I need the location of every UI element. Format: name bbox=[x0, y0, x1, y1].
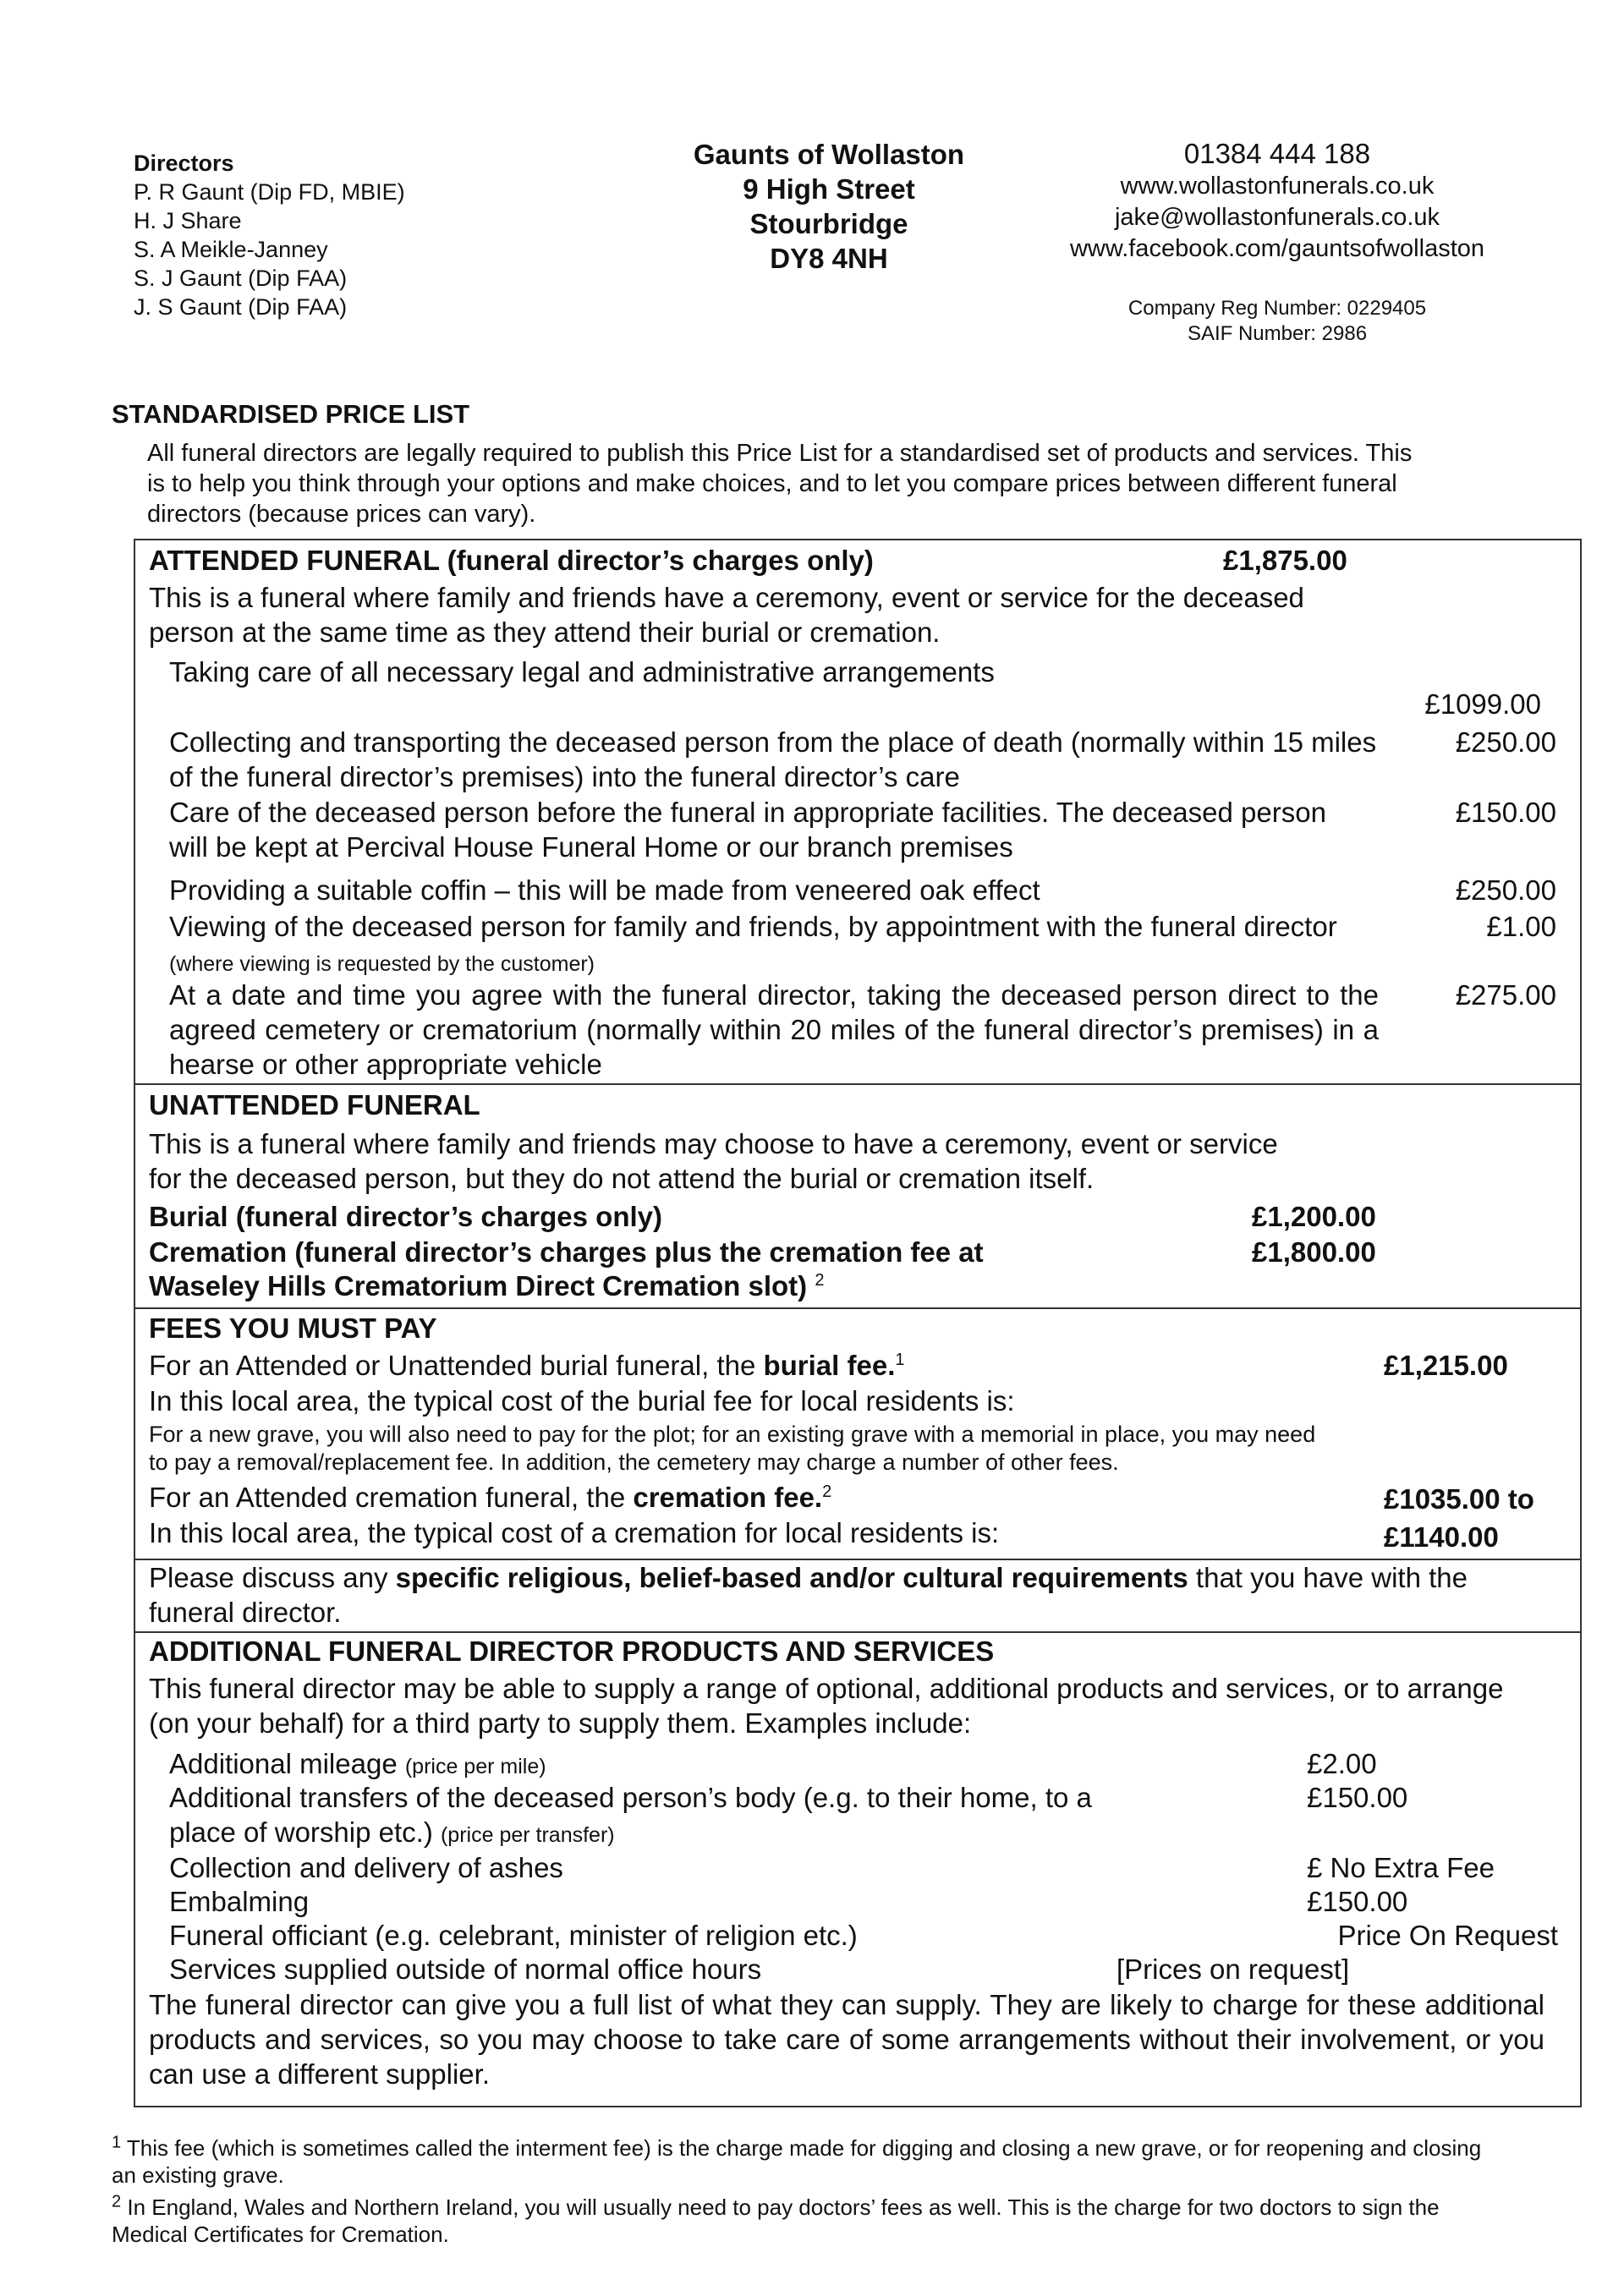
attended-item-price: £250.00 bbox=[1455, 726, 1556, 758]
attended-item-text: Taking care of all necessary legal and administrative arrangements bbox=[169, 656, 995, 688]
cremation-fee-line bbox=[149, 1480, 831, 1515]
burial-fee-bold: burial fee. bbox=[763, 1350, 896, 1381]
burial-label: Burial (funeral director’s charges only) bbox=[149, 1201, 662, 1232]
attended-item-price: £250.00 bbox=[1455, 874, 1556, 906]
additional-heading: ADDITIONAL FUNERAL DIRECTOR PRODUCTS AND SERVICES bbox=[149, 1636, 995, 1667]
additional-item-price: Price On Request bbox=[1337, 1920, 1558, 1951]
additional-item-price: £150.00 bbox=[1307, 1782, 1408, 1813]
cremation-fee-prefix: For an Attended cremation funeral, the bbox=[149, 1482, 634, 1513]
saif-number: SAIF Number: 2986 bbox=[1187, 322, 1368, 345]
additional-item-price: £2.00 bbox=[1307, 1748, 1377, 1779]
additional-item: Embalming bbox=[169, 1886, 310, 1917]
footnote bbox=[112, 2134, 1507, 2189]
address-line: DY8 4NH bbox=[770, 243, 888, 274]
cremation-label: Cremation (funeral director’s charges plus the cremation fee at bbox=[149, 1236, 984, 1268]
address-line: Stourbridge bbox=[749, 208, 908, 239]
address-line: 9 High Street bbox=[743, 173, 915, 205]
religious-suffix: that you have with the funeral director. bbox=[149, 1562, 1468, 1628]
fees-heading: FEES YOU MUST PAY bbox=[149, 1312, 437, 1344]
registration-block bbox=[1007, 296, 1548, 347]
cremation-fee-price-upper: £1140.00 bbox=[1384, 1521, 1499, 1553]
divider bbox=[134, 1083, 1582, 1085]
attended-price: £1,875.00 bbox=[1223, 545, 1347, 576]
cremation-price: £1,800.00 bbox=[1252, 1236, 1376, 1268]
footnote-ref: 1 bbox=[895, 1351, 905, 1369]
page-title: STANDARDISED PRICE LIST bbox=[112, 399, 470, 429]
cremation-label-line2: Waseley Hills Crematorium Direct Cremation slot) bbox=[149, 1270, 808, 1301]
burial-fee-line bbox=[149, 1348, 905, 1383]
directors-block bbox=[134, 149, 557, 321]
footnote-ref: 2 bbox=[822, 1482, 832, 1501]
company-reg: Company Reg Number: 0229405 bbox=[1127, 297, 1427, 320]
cremation-label-cont bbox=[149, 1269, 824, 1303]
director-name: S. A Meikle-Janney bbox=[134, 237, 328, 262]
religious-bold: specific religious, belief-based and/or cultural requirements bbox=[395, 1562, 1188, 1593]
cremation-fee-bold: cremation fee. bbox=[633, 1482, 823, 1513]
attended-item-text: Care of the deceased person before the funeral in appropriate facilities. The deceased person will be kept at Percival House Funeral Home or our branch premises bbox=[169, 797, 1326, 863]
email-link[interactable]: jake@wollastonfunerals.co.uk bbox=[1114, 204, 1440, 231]
additional-intro: This funeral director may be able to supply a range of optional, additional products and services, or to arrange (on your behalf) for a third party to supply them. Examples include: bbox=[149, 1673, 1504, 1739]
item-note: (where viewing is requested by the customer) bbox=[169, 952, 595, 976]
director-name: P. R Gaunt (Dip FD, MBIE) bbox=[134, 179, 405, 205]
religious-note bbox=[149, 1560, 1468, 1630]
director-name: S. J Gaunt (Dip FAA) bbox=[134, 266, 348, 291]
website-link[interactable]: www.wollastonfunerals.co.uk bbox=[1120, 173, 1435, 200]
cremation-fee-price: £1035.00 to bbox=[1384, 1483, 1534, 1515]
business-address bbox=[626, 137, 1032, 276]
attended-description: This is a funeral where family and friends have a ceremony, event or service for the deceased person at the same time as they attend their burial or cremation. bbox=[149, 582, 1304, 648]
additional-item bbox=[169, 1780, 1150, 1853]
director-name: J. S Gaunt (Dip FAA) bbox=[134, 294, 348, 320]
price-list-intro: All funeral directors are legally required to publish this Price List for a standardised set of products and services. This is to help you think through your options and make choices, and to let you compare prices between different funeral directors (because prices can vary). bbox=[147, 440, 1413, 528]
burial-fee-note: For a new grave, you will also need to pay for the plot; for an existing grave with a memorial in place, you may need to pay a removal/replacement fee. In addition, the cemetery may charge a number of other fees. bbox=[149, 1422, 1316, 1475]
item-note: (price per transfer) bbox=[440, 1823, 615, 1847]
footnote-mark: 1 bbox=[112, 2133, 122, 2152]
burial-fee-price: £1,215.00 bbox=[1384, 1350, 1508, 1381]
attended-item-price: £1.00 bbox=[1486, 911, 1556, 942]
additional-item: Collection and delivery of ashes bbox=[169, 1852, 563, 1883]
item-text: Viewing of the deceased person for family and friends, by appointment with the funeral director bbox=[169, 911, 1337, 942]
item-text: Additional mileage bbox=[169, 1748, 398, 1779]
divider bbox=[134, 1631, 1582, 1633]
additional-item: Funeral officiant (e.g. celebrant, minister of religion etc.) bbox=[169, 1920, 858, 1951]
religious-prefix: Please discuss any bbox=[149, 1562, 396, 1593]
burial-price: £1,200.00 bbox=[1252, 1201, 1376, 1232]
contact-block bbox=[1007, 137, 1548, 265]
item-text: Additional transfers of the deceased person’s body (e.g. to their home, to a place of worship etc.) bbox=[169, 1782, 1092, 1848]
phone-number: 01384 444 188 bbox=[1183, 138, 1371, 169]
footnote bbox=[112, 2194, 1507, 2248]
burial-fee-prefix: For an Attended or Unattended burial funeral, the bbox=[149, 1350, 764, 1381]
director-name: H. J Share bbox=[134, 208, 242, 233]
footnote-ref: 2 bbox=[815, 1271, 825, 1290]
unattended-description: This is a funeral where family and friends may choose to have a ceremony, event or service for the deceased person, but they do not attend the burial or cremation itself. bbox=[149, 1128, 1278, 1194]
footnote-text: This fee (which is sometimes called the interment fee) is the charge made for digging and closing a new grave, or for reopening and closing an existing grave. bbox=[112, 2135, 1482, 2188]
cremation-fee-typical: In this local area, the typical cost of a cremation for local residents is: bbox=[149, 1517, 1000, 1548]
footnote-mark: 2 bbox=[112, 2192, 122, 2211]
footnote-text: In England, Wales and Northern Ireland, you will usually need to pay doctors’ fees as well. This is the charge for two doctors to sign the Medical Certificates for Cremation. bbox=[112, 2195, 1440, 2247]
divider bbox=[134, 1307, 1582, 1309]
directors-title: Directors bbox=[134, 151, 234, 176]
additional-item bbox=[169, 1746, 546, 1784]
item-note: (price per mile) bbox=[404, 1755, 546, 1778]
business-name: Gaunts of Wollaston bbox=[693, 139, 965, 170]
attended-item-price: £275.00 bbox=[1455, 979, 1556, 1011]
attended-item-text: At a date and time you agree with the funeral director, taking the deceased person direct to the agreed cemetery or crematorium (normally within 20 miles of the funeral director’s premises) in a hearse or other appropriate vehicle bbox=[169, 979, 1379, 1080]
attended-item-text: Providing a suitable coffin – this will be made from veneered oak effect bbox=[169, 874, 1040, 906]
additional-item-price: £ No Extra Fee bbox=[1307, 1852, 1495, 1883]
additional-closing: The funeral director can give you a full list of what they can supply. They are likely to charge for these additional products and services, so you may choose to take care of some arrangements without their involvement, or you can use a different supplier. bbox=[149, 1989, 1544, 2090]
facebook-link[interactable]: www.facebook.com/gauntsofwollaston bbox=[1069, 235, 1485, 262]
attended-item-price: £150.00 bbox=[1455, 797, 1556, 828]
unattended-heading: UNATTENDED FUNERAL bbox=[149, 1089, 480, 1121]
additional-item-price: [Prices on request] bbox=[1116, 1954, 1350, 1985]
attended-item-text: Collecting and transporting the deceased person from the place of death (normally within 15 miles of the funeral director’s premises) into the funeral director’s care bbox=[169, 726, 1377, 792]
attended-item-text bbox=[169, 909, 1370, 982]
additional-item: Services supplied outside of normal office hours bbox=[169, 1954, 762, 1985]
additional-item-price: £150.00 bbox=[1307, 1886, 1408, 1917]
attended-heading: ATTENDED FUNERAL (funeral director’s charges only) bbox=[149, 545, 874, 576]
burial-fee-typical: In this local area, the typical cost of the burial fee for local residents is: bbox=[149, 1385, 1015, 1417]
attended-item-price: £1099.00 bbox=[1424, 688, 1541, 720]
